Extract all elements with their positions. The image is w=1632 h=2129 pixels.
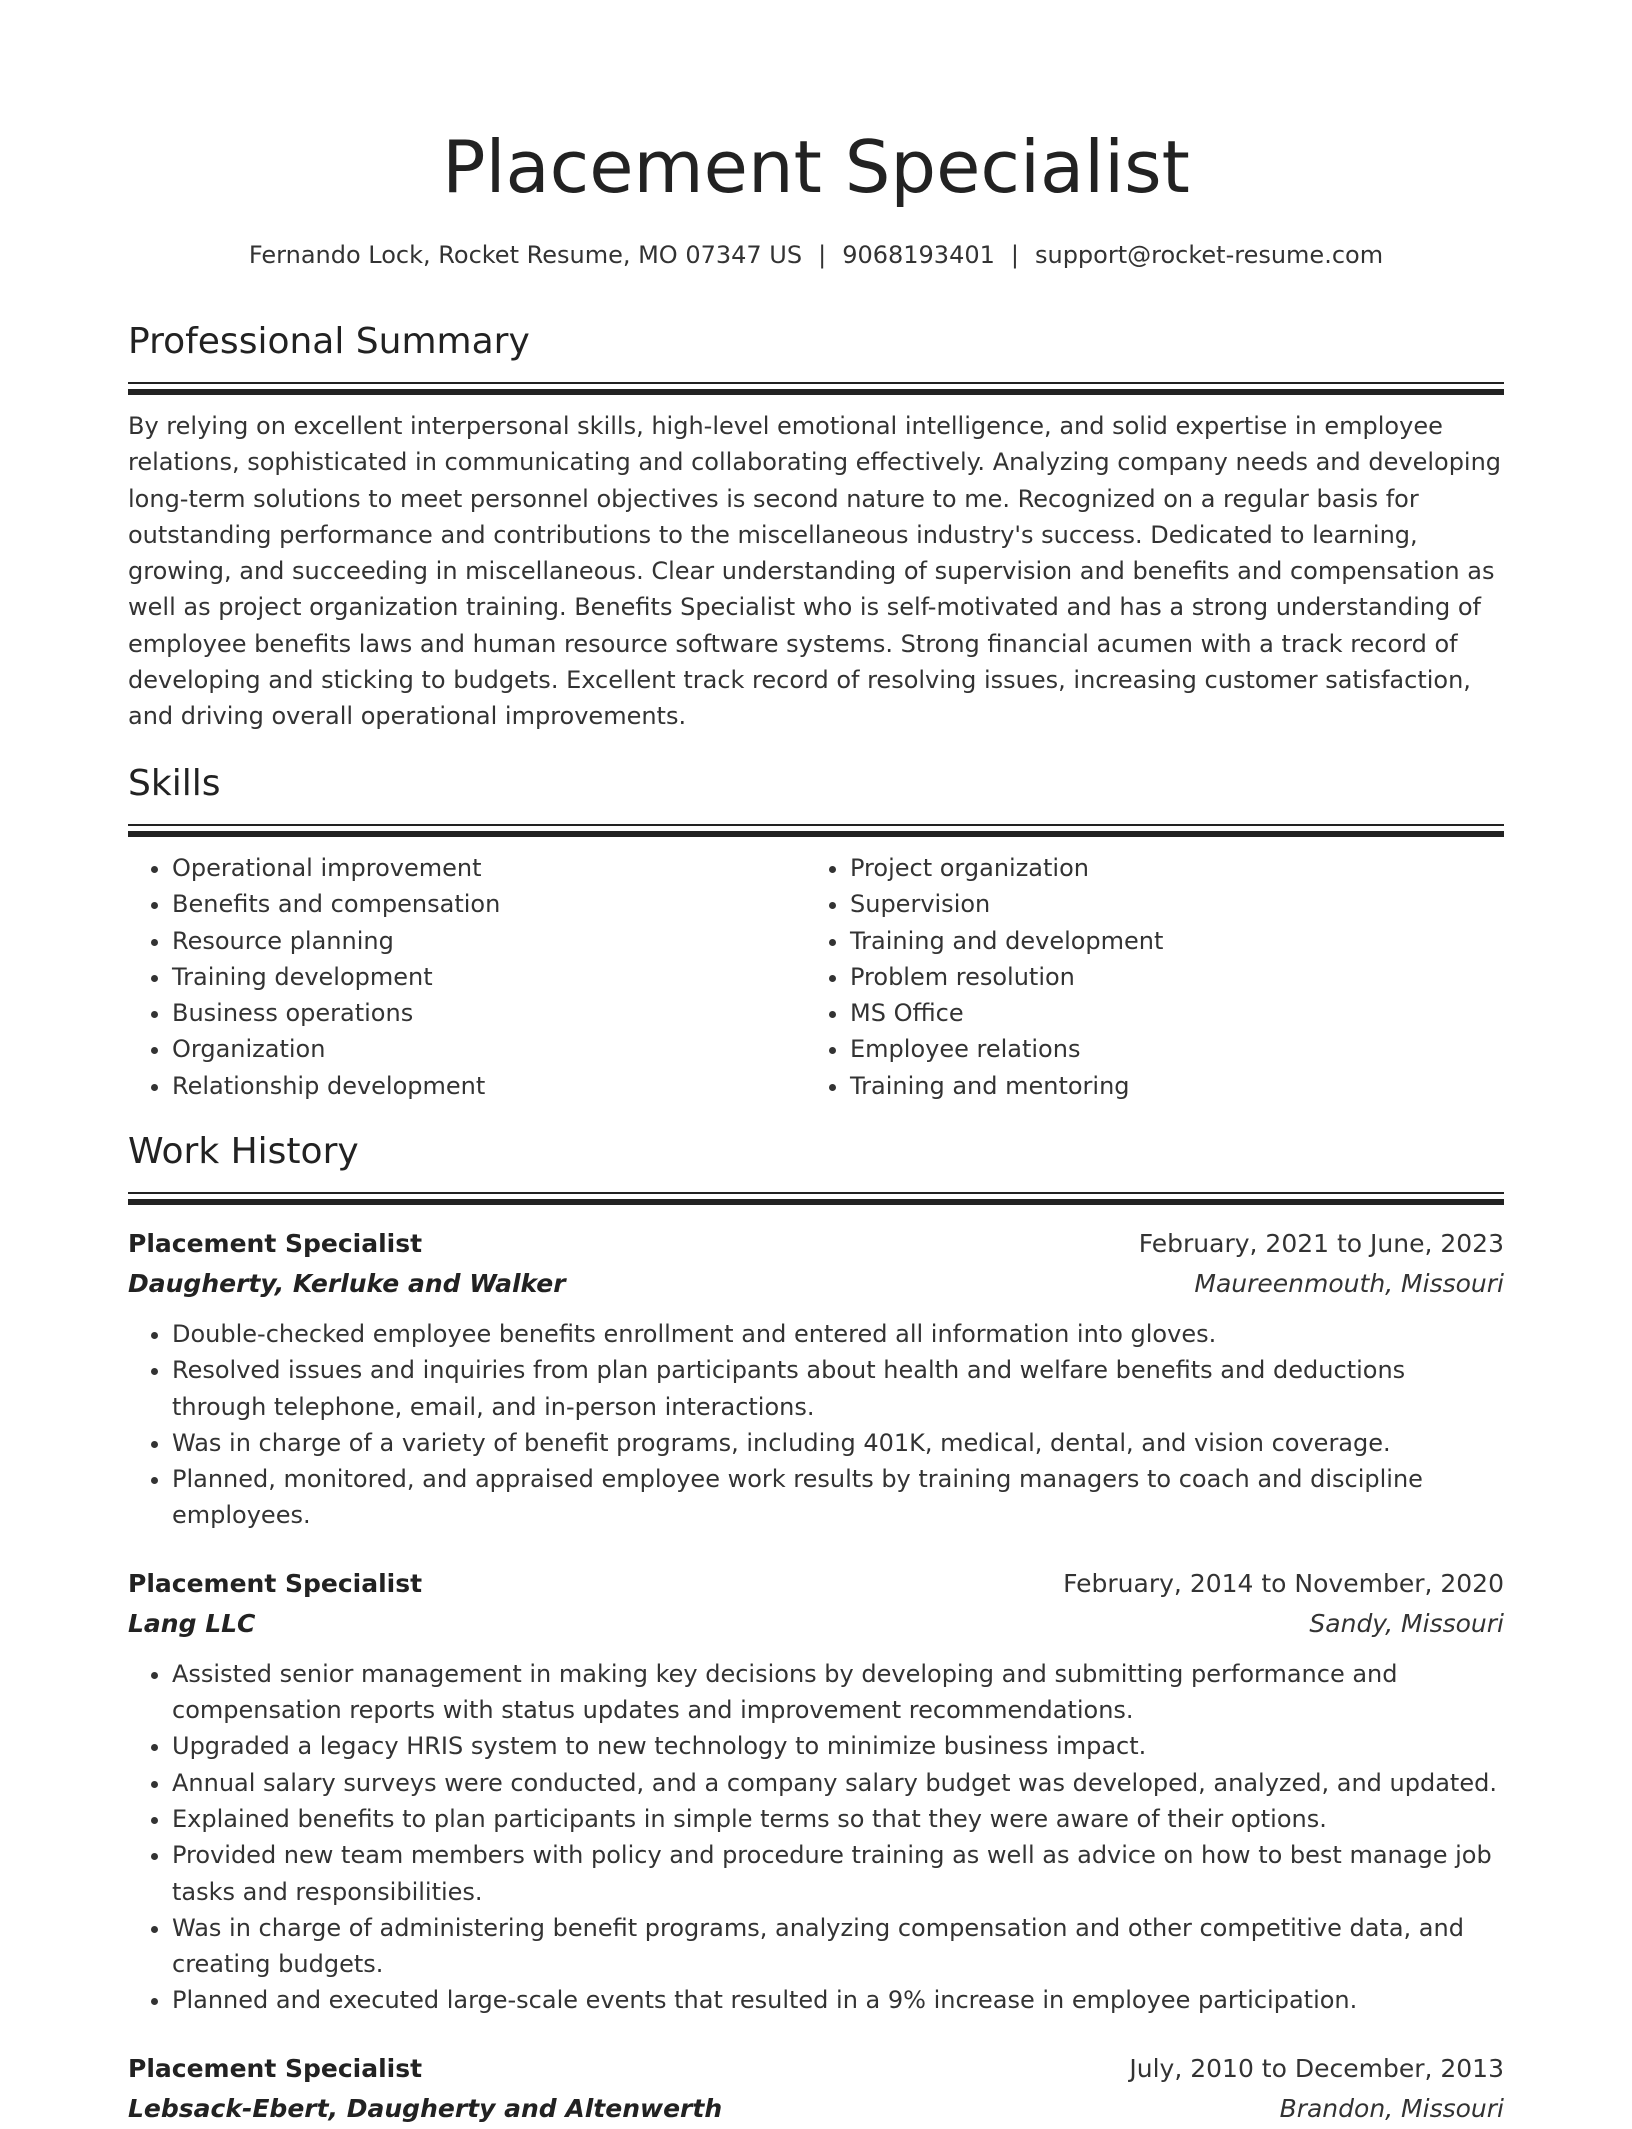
work-history-section [128,1130,1504,2129]
job-title: Placement Specialist [128,1568,423,1598]
job-entry [128,2049,1504,2129]
job-entry [128,1224,1504,1534]
job-duty: • Upgraded a legacy HRIS system to new technology to minimize business impact. [172,1728,1504,1764]
skills-grid [128,850,1504,1104]
summary-paragraph: By relying on excellent interpersonal skills, high-level emotional intelligence, and solid expertise in employee relations, sophisticated in communicating and collaborating effectively. Analyzing company needs and developing long-term solutions to meet personnel objectives is second nature to me. Recognized on a regular basis for outstanding performance and contributions to the miscellaneous industry's success. Dedicated to learning, growing, and succeeding in miscellaneous. Clear understanding of supervision and benefits and compensation as well as project organization training. Benefits Specialist who is self-motivated and has a strong understanding of employee benefits laws and human resource software systems. Strong financial acumen with a track record of developing and sticking to budgets. Excellent track record of resolving issues, increasing customer satisfaction, and driving overall operational improvements. [128,412,1502,731]
job-duty: • Explained benefits to plan participants in simple terms so that they were aware of their options. [172,1801,1504,1837]
section-divider [128,824,1504,838]
job-dates: February, 2021 to June, 2023 [1138,1229,1504,1258]
section-divider [128,382,1504,396]
job-duty: • Annual salary surveys were conducted, and a company salary budget was developed, analyzed, and updated. [172,1765,1504,1801]
job-company: Daugherty, Kerluke and Walker [128,1269,566,1298]
job-company-row [128,1604,1504,1644]
skill-item: • Problem resolution [850,959,1484,995]
job-location: Sandy, Missouri [1309,1608,1504,1638]
contact-address: Fernando Lock, Rocket Resume, MO 07347 US [248,241,803,269]
job-duty: • Assisted senior management in making key decisions by developing and submitting performance and compensation reports with status updates and improvement recommendations. [172,1656,1504,1729]
job-company: Lang LLC [128,1608,256,1638]
job-entry [128,1564,1504,2019]
skill-item: • Training and mentoring [850,1068,1484,1104]
skill-item: • Supervision [850,886,1484,922]
job-header-row [128,2049,1504,2089]
job-duty: • Planned and executed large-scale events that resulted in a 9% increase in employee participation. [172,1982,1504,2018]
skill-item: • Resource planning [172,923,806,959]
section-heading-work-history: Work History [128,1131,359,1172]
skill-item: • Benefits and compensation [172,886,806,922]
job-company-row [128,2089,1504,2129]
skill-item: • Relationship development [172,1068,806,1104]
job-duty: • Was in charge of a variety of benefit programs, including 401K, medical, dental, and vision coverage. [172,1425,1504,1461]
contact-phone: 9068193401 [842,241,995,269]
skills-column-right [806,850,1484,1104]
skill-item: • MS Office [850,995,1484,1031]
section-divider [128,1192,1504,1206]
skill-item: • Business operations [172,995,806,1031]
job-duty: • Provided new team members with policy and procedure training as well as advice on how to best manage job tasks and responsibilities. [172,1837,1504,1910]
section-heading-summary: Professional Summary [128,321,530,362]
professional-summary-section [128,320,1504,735]
contact-line [128,238,1504,272]
skill-item: • Organization [172,1031,806,1067]
job-header-row [128,1224,1504,1264]
job-duty: • Double-checked employee benefits enrollment and entered all information into gloves. [172,1316,1504,1352]
contact-email: support@rocket-resume.com [1034,241,1384,269]
job-location: Brandon, Missouri [1279,2093,1504,2123]
skills-section [128,762,1504,1104]
job-location: Maureenmouth, Missouri [1194,1269,1504,1298]
job-duties-list [128,1316,1504,1534]
skills-column-left [128,850,806,1104]
job-title: Placement Specialist [128,1229,423,1258]
contact-separator: | [1010,241,1019,269]
job-company: Lebsack-Ebert, Daugherty and Altenwerth [128,2093,723,2123]
skill-item: • Operational improvement [172,850,806,886]
job-dates: July, 2010 to December, 2013 [1129,2053,1504,2083]
contact-separator: | [818,241,827,269]
job-duties-list [128,1656,1504,2019]
job-dates: February, 2014 to November, 2020 [1063,1568,1504,1598]
job-duty: • Resolved issues and inquiries from plan participants about health and welfare benefits and deductions through telephone, email, and in-person interactions. [172,1352,1504,1425]
job-duty: • Planned, monitored, and appraised employee work results by training managers to coach and discipline employees. [172,1461,1504,1534]
resume-title: Placement Specialist [442,125,1190,209]
skill-item: • Training development [172,959,806,995]
skill-item: • Project organization [850,850,1484,886]
job-duty: • Was in charge of administering benefit programs, analyzing compensation and other competitive data, and creating budgets. [172,1910,1504,1983]
skill-item: • Training and development [850,923,1484,959]
job-title: Placement Specialist [128,2053,423,2083]
section-heading-skills: Skills [128,763,221,804]
skill-item: • Employee relations [850,1031,1484,1067]
resume-page [128,0,1504,2123]
job-company-row [128,1264,1504,1304]
job-header-row [128,1564,1504,1604]
